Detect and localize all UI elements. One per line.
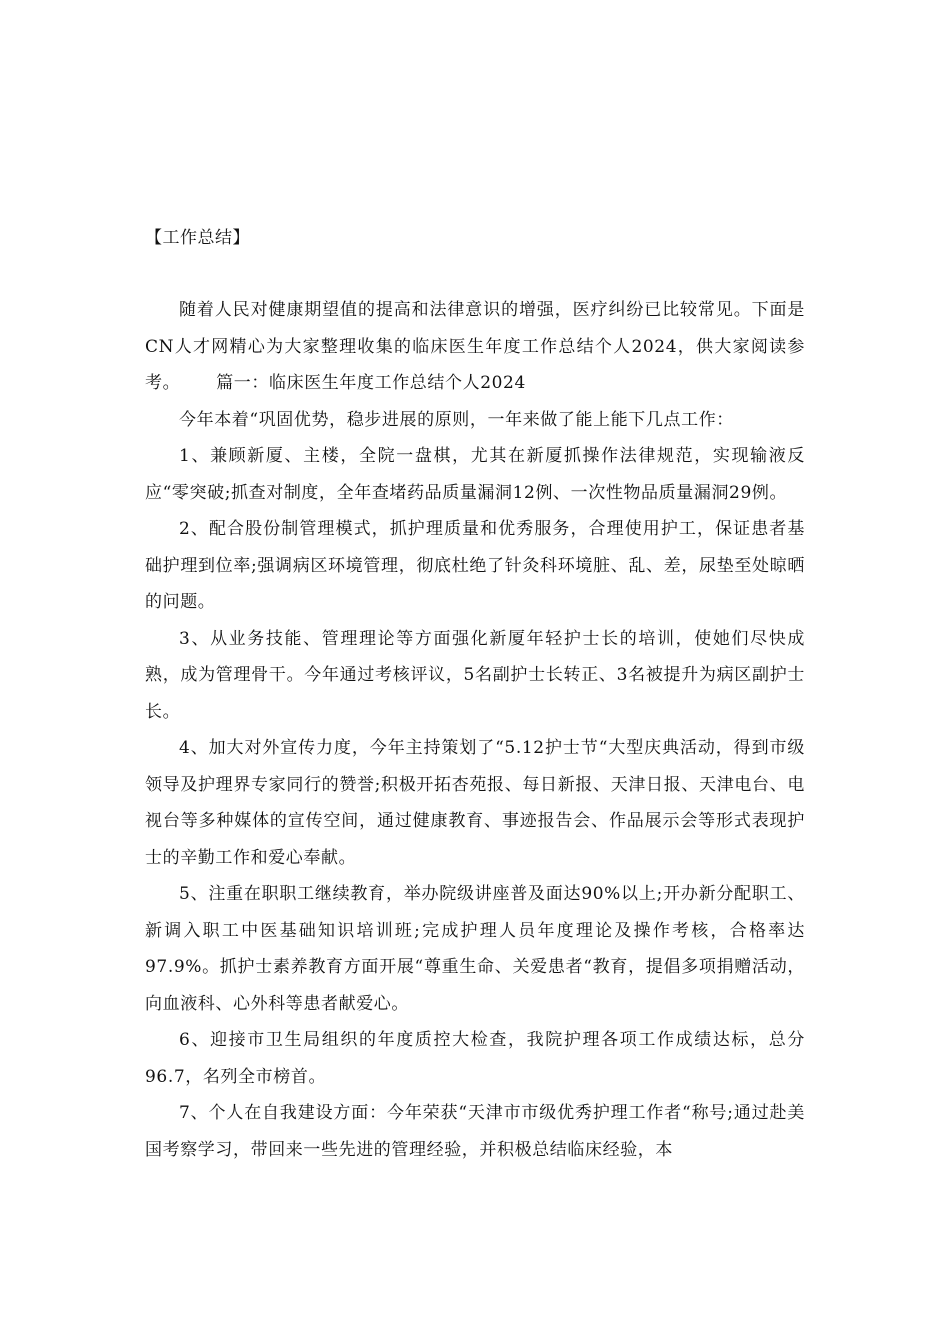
body-paragraph: 7、个人在自我建设方面：今年荣获“天津市市级优秀护理工作者“称号;通过赴美国考察学习，带回来一些先进的管理经验，并积极总结临床经验，本 — [145, 1103, 805, 1160]
body-paragraph: 2、配合股份制管理模式，抓护理质量和优秀服务，合理使用护工，保证患者基础护理到位率;强调病区环境管理，彻底杜绝了针灸科环境脏、乱、差，尿垫至处晾晒的问题。 — [145, 519, 805, 612]
body-paragraph: 3、从业务技能、管理理论等方面强化新厦年轻护士长的培训，使她们尽快成熟，成为管理骨干。今年通过考核评议，5名副护士长转正、3名被提升为病区副护士长。 — [145, 628, 805, 722]
body-paragraph: 5、注重在职职工继续教育，举办院级讲座普及面达90%以上;开办新分配职工、新调入职工中医基础知识培训班;完成护理人员年度理论及操作考核，合格率达97.9%。抓护士素养教育方面开展“尊重生命、关爱患者“教育，提倡多项捐赠活动，向血液科、心外科等患者献爱心。 — [145, 884, 805, 1014]
body-paragraph: 6、迎接市卫生局组织的年度质控大检查，我院护理各项工作成绩达标，总分96.7，名列全市榜首。 — [145, 1030, 805, 1087]
document-page — [145, 226, 805, 1168]
intro-paragraph — [145, 292, 805, 402]
document-heading: 【工作总结】 — [145, 228, 250, 248]
body-paragraph: 今年本着“巩固优势，稳步进展的原则，一年来做了能上能下几点工作： — [179, 409, 734, 430]
body-paragraph: 1、兼顾新厦、主楼，全院一盘棋，尤其在新厦抓操作法律规范，实现输液反应“零突破;抓查对制度，全年查堵药品质量漏洞12例、一次性物品质量漏洞29例。 — [145, 446, 805, 503]
body-paragraph: 4、加大对外宣传力度，今年主持策划了“5.12护士节“大型庆典活动，得到市级领导及护理界专家同行的赞誉;积极开拓杏苑报、每日新报、天津日报、天津电台、电视台等多种媒体的宣传空间，通过健康教育、事迹报告会、作品展示会等形式表现护士的辛勤工作和爱心奉献。 — [145, 738, 805, 868]
intro-text: 随着人民对健康期望值的提高和法律意识的增强，医疗纠纷已比较常见。下面是CN人才网精心为大家整理收集的临床医生年度工作总结个人2024，供大家阅读参考。 — [145, 300, 805, 393]
chapter-title: 篇一：临床医生年度工作总结个人2024 — [216, 373, 526, 393]
